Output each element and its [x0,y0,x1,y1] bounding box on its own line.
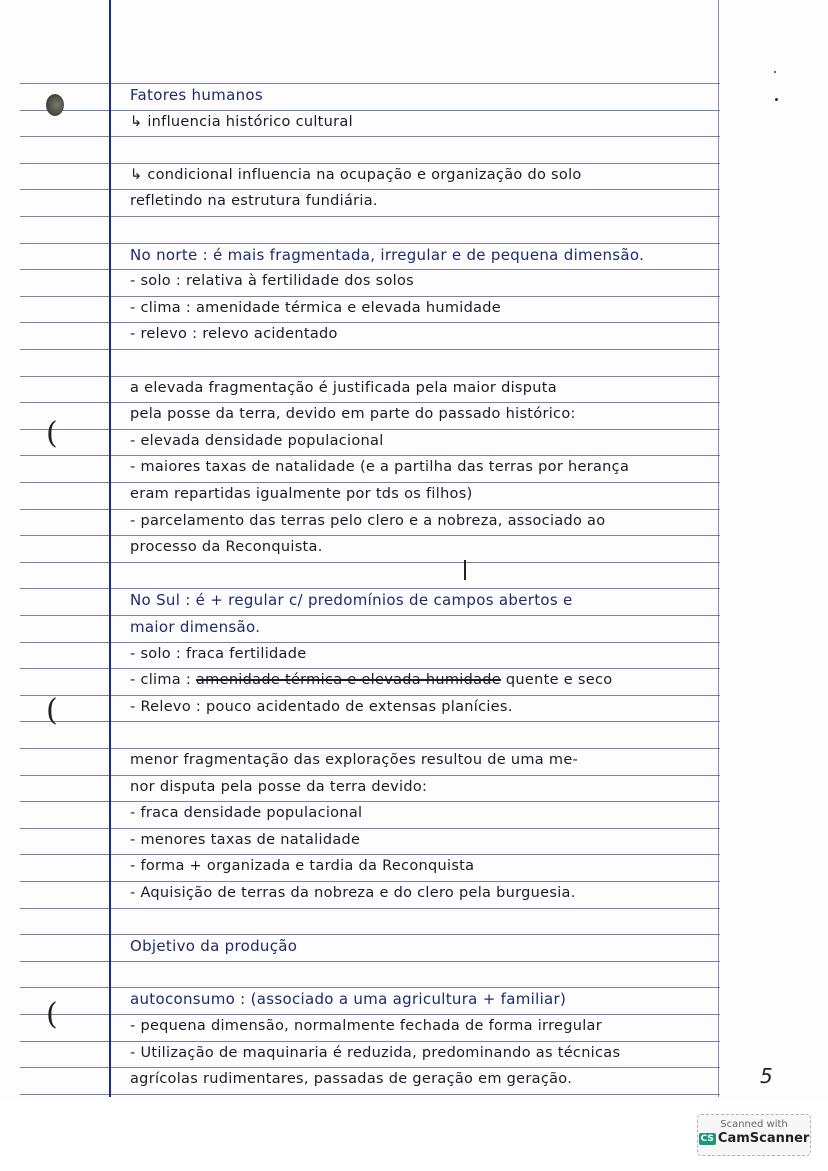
note-line: maior dimensão. [130,618,261,636]
ruled-line [20,801,720,802]
right-margin-line [718,0,719,1097]
ink-dot [774,71,776,73]
note-line-prefix: - clima : [130,672,196,689]
note-line: pela posse da terra, devido em parte do passado histórico: [130,406,576,423]
pen-stroke [464,560,466,580]
punch-hole-icon: ( [46,693,58,728]
note-line: - relevo : relevo acidentado [130,326,338,343]
note-line: autoconsumo : (associado a uma agricultura + familiar) [130,990,567,1009]
camscanner-watermark [697,1114,811,1156]
note-line: ↳ influencia histórico cultural [130,113,353,130]
ink-dot [775,98,778,101]
ruled-line [20,83,720,84]
note-line: - elevada densidade populacional [130,432,384,449]
ruled-line [20,1094,720,1095]
note-line: refletindo na estrutura fundiária. [130,193,378,210]
punch-hole-icon: ( [46,416,58,451]
struck-through-text: amenidade térmica e elevada humidade [195,672,502,689]
note-line-correction: quente e seco [501,672,613,689]
ruled-line [20,216,720,217]
note-line: - Aquisição de terras da nobreza e do clero pela burguesia. [130,885,576,901]
ruled-line [20,136,720,137]
ruled-line [20,615,720,616]
note-line: menor fragmentação das explorações resultou de uma me- [130,752,579,768]
ruled-line [20,721,720,722]
note-line: - solo : fraca fertilidade [130,645,307,662]
note-line: Fatores humanos [130,86,263,104]
note-line: - Relevo : pouco acidentado de extensas planícies. [130,698,513,715]
note-line [130,667,612,694]
camscanner-logo-icon: CS [700,1133,714,1144]
note-line: eram repartidas igualmente por tds os filhos) [130,486,473,502]
ruled-line [20,562,720,563]
note-line: agrícolas rudimentares, passadas de geração em geração. [130,1071,573,1088]
ruled-line [20,642,720,643]
ruled-line [20,828,720,829]
note-line: - parcelamento das terras pelo clero e a nobreza, associado ao [130,512,606,529]
note-line: Objetivo da produção [130,937,298,956]
note-line: - menores taxas de natalidade [130,831,361,848]
note-line: - pequena dimensão, normalmente fechada de forma irregular [130,1018,602,1034]
page-number: 5 [760,1064,773,1088]
note-line: No Sul : é + regular c/ predomínios de campos abertos e [130,591,573,610]
ruled-line [20,908,720,909]
ruled-line [20,322,720,323]
note-line: nor disputa pela posse da terra devido: [130,778,428,795]
left-margin-line [109,0,111,1097]
punch-hole-icon [46,94,64,116]
note-line: - Utilização de maquinaria é reduzida, predominando as técnicas [130,1044,621,1061]
note-line: - solo : relativa à fertilidade dos solos [130,273,415,290]
watermark-brand: CamScanner [717,1131,810,1146]
watermark-brand-row [698,1131,810,1146]
note-line: - maiores taxas de natalidade (e a partilha das terras por herança [130,459,630,476]
note-line: No norte : é mais fragmentada, irregular e de pequena dimensão. [130,245,645,264]
ruled-line [20,535,720,536]
note-line: processo da Reconquista. [130,539,323,556]
ruled-line [20,934,720,935]
ruled-line [20,110,720,111]
note-line: - fraca densidade populacional [130,805,363,822]
note-line: ↳ condicional influencia na ocupação e organização do solo [130,166,582,183]
ruled-line [20,961,720,962]
punch-hole-icon: ( [46,997,58,1032]
note-line: - clima : amenidade térmica e elevada humidade [130,299,502,316]
ruled-line [20,349,720,350]
note-line: - forma + organizada e tardia da Reconquista [130,858,475,875]
note-line: a elevada fragmentação é justificada pela maior disputa [130,379,557,396]
watermark-caption: Scanned with [720,1119,788,1130]
